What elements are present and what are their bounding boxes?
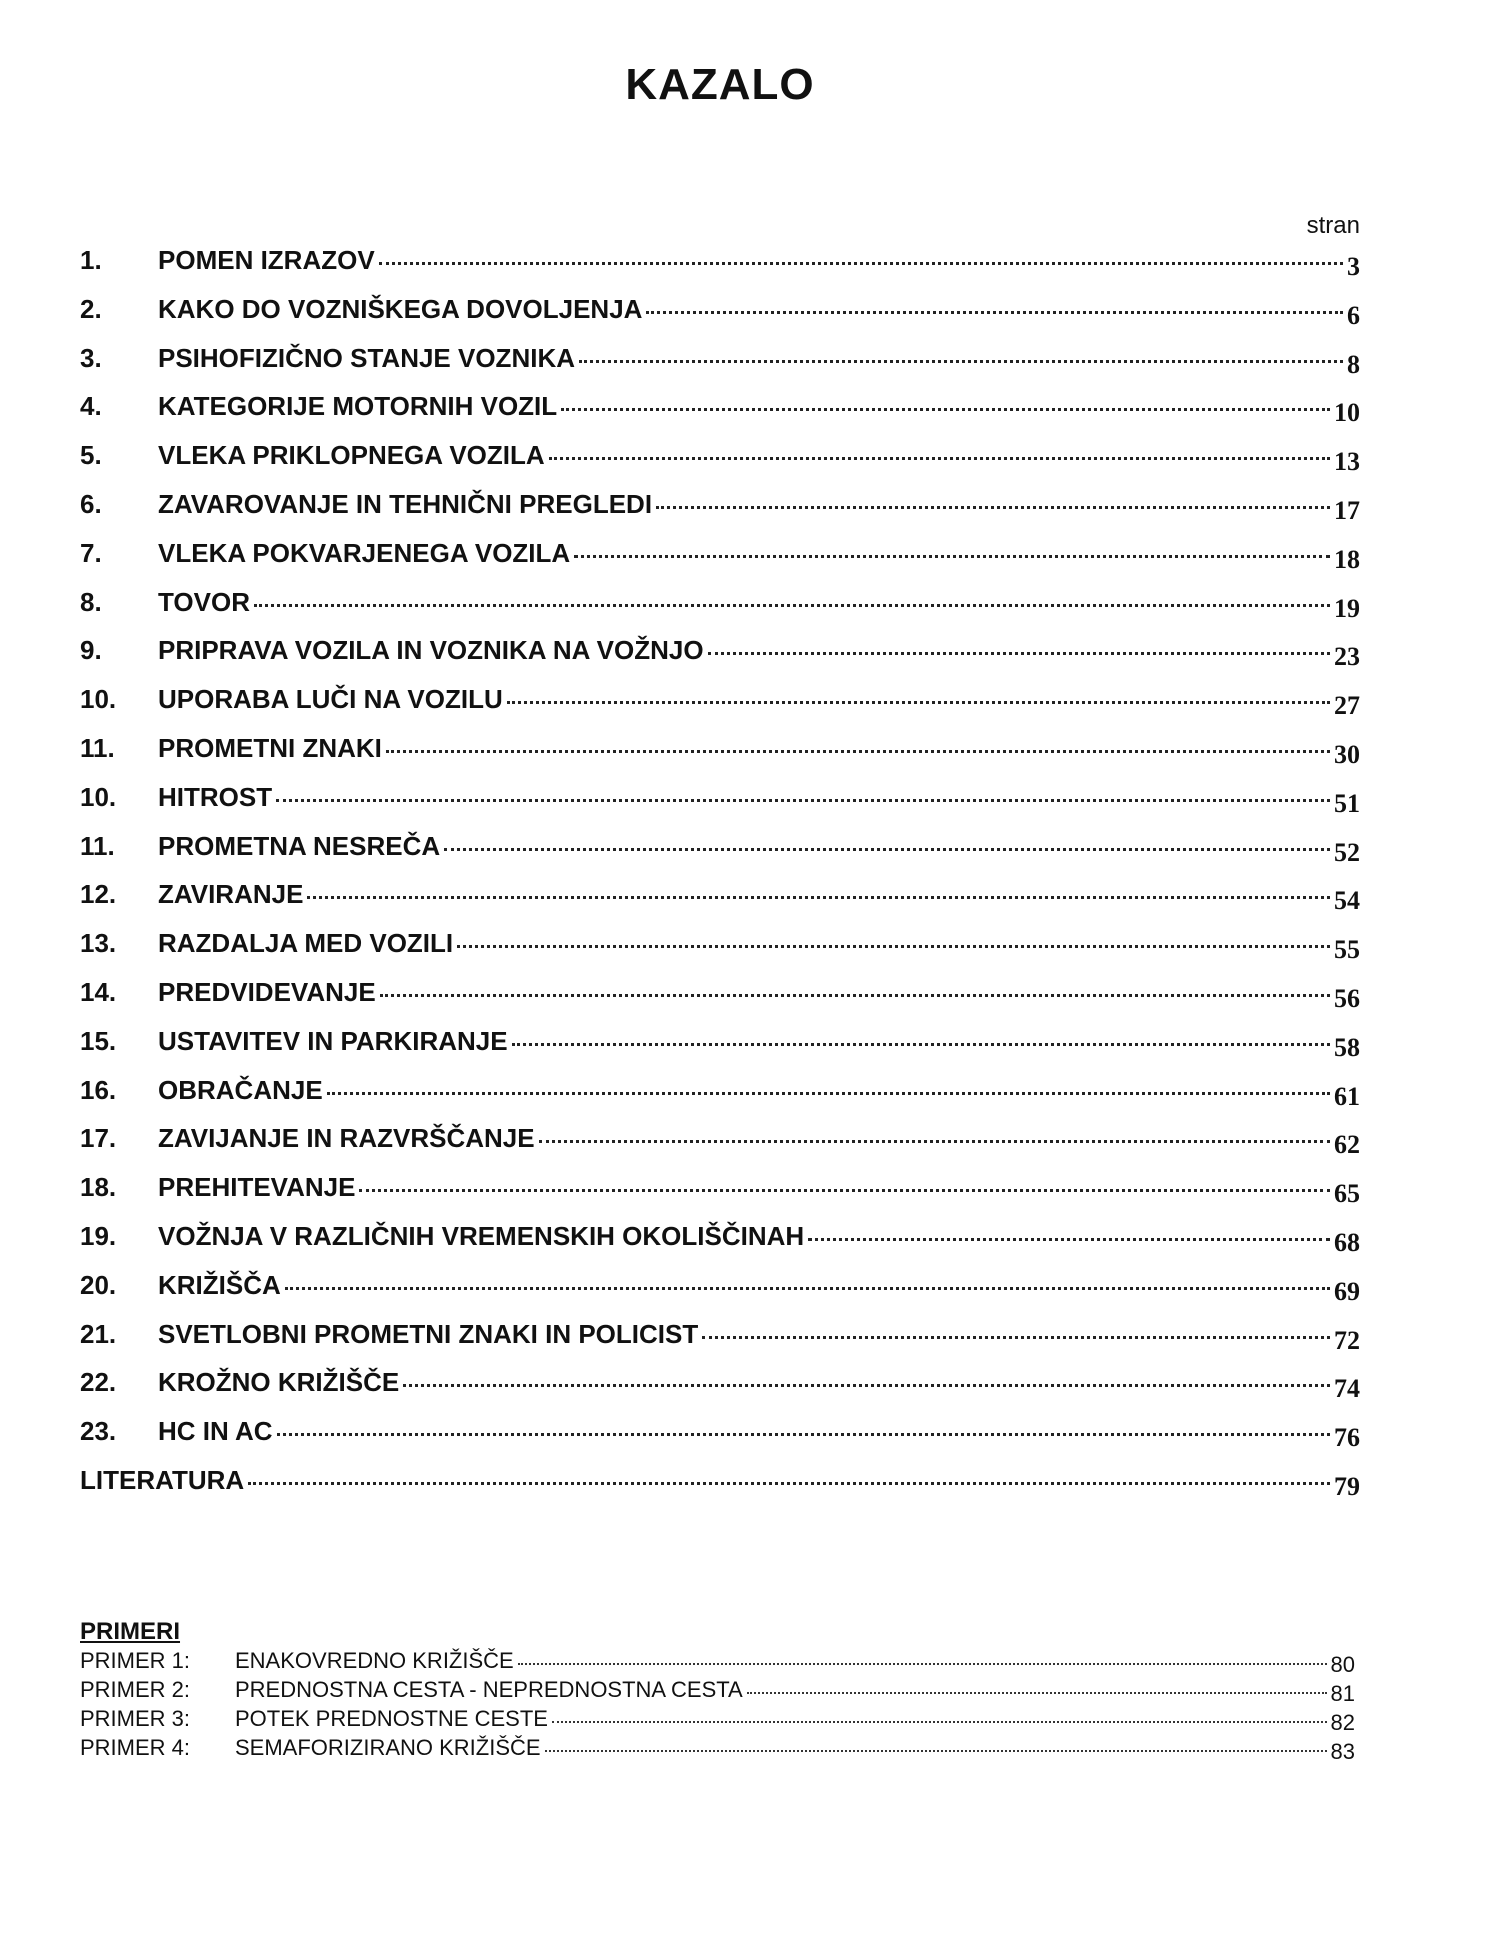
toc-entry-literatura[interactable] xyxy=(80,1465,1360,1514)
toc-entry[interactable] xyxy=(80,245,1360,294)
example-title: POTEK PREDNOSTNE CESTE xyxy=(235,1706,548,1731)
toc-title: ZAVIJANJE IN RAZVRŠČANJE xyxy=(158,1123,535,1154)
toc-title: OBRAČANJE xyxy=(158,1074,323,1105)
toc-number: 11. xyxy=(80,830,115,861)
example-label: PRIMER 4: xyxy=(80,1735,191,1760)
toc-page-number: 19 xyxy=(1334,593,1360,623)
toc-page-number: 61 xyxy=(1334,1081,1360,1111)
toc-title: PSIHOFIZIČNO STANJE VOZNIKA xyxy=(158,342,575,373)
toc-page-number: 52 xyxy=(1334,837,1360,867)
example-title: ENAKOVREDNO KRIŽIŠČE xyxy=(235,1648,514,1673)
toc-number: 2. xyxy=(80,293,102,324)
dot-leader xyxy=(552,1721,1327,1723)
toc-entry[interactable] xyxy=(80,733,1360,782)
toc-entry[interactable] xyxy=(80,587,1360,636)
toc-page-number: 55 xyxy=(1334,935,1360,965)
example-label: PRIMER 2: xyxy=(80,1677,191,1702)
examples-heading: PRIMERI xyxy=(80,1618,181,1645)
toc-page-number: 18 xyxy=(1334,544,1360,574)
dot-leader xyxy=(386,750,1330,753)
toc-entry[interactable] xyxy=(80,1270,1360,1319)
toc-page-number: 13 xyxy=(1334,447,1360,477)
toc-number: 20. xyxy=(80,1269,117,1300)
dot-leader xyxy=(808,1238,1330,1241)
toc-page-number: 69 xyxy=(1334,1276,1360,1306)
toc-number: 3. xyxy=(80,342,102,373)
dot-leader xyxy=(646,311,1343,314)
toc-entry[interactable] xyxy=(80,1172,1360,1221)
toc-entry[interactable] xyxy=(80,1123,1360,1172)
toc-page-number: 6 xyxy=(1347,300,1360,330)
toc-entry[interactable] xyxy=(80,684,1360,733)
dot-leader xyxy=(277,1433,1330,1436)
toc-title: PROMETNA NESREČA xyxy=(158,830,441,861)
dot-leader xyxy=(276,799,1330,802)
dot-leader xyxy=(285,1287,1330,1290)
dot-leader xyxy=(539,1140,1330,1143)
toc-entry[interactable] xyxy=(80,391,1360,440)
toc-page-number: 30 xyxy=(1334,739,1360,769)
toc-entry[interactable] xyxy=(80,1416,1360,1465)
dot-leader xyxy=(379,262,1343,265)
toc-page-number: 3 xyxy=(1347,252,1360,281)
toc-page-number: 54 xyxy=(1334,886,1360,916)
toc-page-number: 10 xyxy=(1334,398,1360,428)
toc-title: ZAVAROVANJE IN TEHNIČNI PREGLEDI xyxy=(158,488,653,519)
toc-title: ZAVIRANJE xyxy=(158,879,304,910)
toc-number: 22. xyxy=(80,1367,117,1398)
toc-title: KAKO DO VOZNIŠKEGA DOVOLJENJA xyxy=(158,293,643,324)
toc-number: 8. xyxy=(80,586,102,617)
toc-title: TOVOR xyxy=(158,586,250,617)
toc-title: VOŽNJA V RAZLIČNIH VREMENSKIH OKOLIŠČINAH xyxy=(158,1220,805,1251)
toc-title: VLEKA POKVARJENEGA VOZILA xyxy=(158,537,571,568)
toc-page-number: 68 xyxy=(1334,1227,1360,1257)
dot-leader xyxy=(254,604,1330,607)
toc-title: LITERATURA xyxy=(80,1464,245,1495)
toc-title: PREHITEVANJE xyxy=(158,1172,356,1203)
toc-number: 9. xyxy=(80,635,102,666)
toc-number: 17. xyxy=(80,1123,117,1154)
example-entry[interactable] xyxy=(80,1735,1355,1764)
toc-page-number: 72 xyxy=(1334,1325,1360,1355)
toc-number: 10. xyxy=(80,684,117,715)
example-entry[interactable] xyxy=(80,1677,1355,1706)
example-page-number: 80 xyxy=(1330,1652,1355,1677)
example-label: PRIMER 3: xyxy=(80,1706,191,1731)
toc-number: 15. xyxy=(80,1025,117,1056)
dot-leader xyxy=(708,652,1330,655)
toc-title: UPORABA LUČI NA VOZILU xyxy=(158,684,503,715)
example-page-number: 82 xyxy=(1330,1710,1355,1735)
toc-page-number: 76 xyxy=(1334,1423,1360,1453)
dot-leader xyxy=(457,945,1330,948)
toc-entry[interactable] xyxy=(80,343,1360,392)
example-label: PRIMER 1: xyxy=(80,1648,191,1673)
dot-leader xyxy=(403,1384,1330,1387)
example-page-number: 83 xyxy=(1330,1739,1355,1764)
toc-number: 10. xyxy=(80,781,117,812)
dot-leader xyxy=(561,408,1330,411)
toc-page-number: 8 xyxy=(1347,349,1360,379)
table-of-contents xyxy=(80,245,1360,1514)
toc-number: 19. xyxy=(80,1220,117,1251)
example-entry[interactable] xyxy=(80,1706,1355,1735)
toc-number: 11. xyxy=(80,732,115,763)
toc-page-number: 58 xyxy=(1334,1032,1360,1062)
toc-page-number: 23 xyxy=(1334,642,1360,672)
toc-page-number: 74 xyxy=(1334,1374,1360,1404)
toc-number: 16. xyxy=(80,1074,117,1105)
toc-number: 23. xyxy=(80,1416,117,1447)
dot-leader xyxy=(444,848,1330,851)
toc-title: VLEKA PRIKLOPNEGA VOZILA xyxy=(158,440,545,471)
toc-entry[interactable] xyxy=(80,440,1360,489)
toc-entry[interactable] xyxy=(80,1075,1360,1124)
toc-number: 7. xyxy=(80,537,102,568)
dot-leader xyxy=(747,1692,1327,1694)
dot-leader xyxy=(656,506,1330,509)
toc-title: KRIŽIŠČA xyxy=(158,1269,281,1300)
dot-leader xyxy=(518,1663,1327,1665)
toc-entry[interactable] xyxy=(80,538,1360,587)
examples-section xyxy=(80,1618,1355,1764)
toc-title: PREDVIDEVANJE xyxy=(158,976,376,1007)
toc-number: 4. xyxy=(80,391,102,422)
dot-leader xyxy=(248,1482,1330,1485)
toc-number: 21. xyxy=(80,1318,117,1349)
toc-page-number: 65 xyxy=(1334,1179,1360,1209)
dot-leader xyxy=(507,701,1330,704)
dot-leader xyxy=(574,555,1330,558)
toc-entry[interactable] xyxy=(80,831,1360,880)
toc-title: PROMETNI ZNAKI xyxy=(158,732,382,763)
toc-entry[interactable] xyxy=(80,1221,1360,1270)
toc-entry[interactable] xyxy=(80,294,1360,343)
page-column-label: stran xyxy=(1306,212,1360,239)
toc-entry[interactable] xyxy=(80,1026,1360,1075)
example-entry[interactable] xyxy=(80,1648,1355,1677)
toc-entry[interactable] xyxy=(80,977,1360,1026)
toc-title: RAZDALJA MED VOZILI xyxy=(158,928,454,959)
toc-title: POMEN IZRAZOV xyxy=(158,245,375,275)
dot-leader xyxy=(545,1750,1327,1752)
toc-entry[interactable] xyxy=(80,879,1360,928)
example-page-number: 81 xyxy=(1330,1681,1355,1706)
dot-leader xyxy=(359,1189,1330,1192)
toc-page-number: 56 xyxy=(1334,983,1360,1013)
toc-title: HC IN AC xyxy=(158,1416,273,1447)
toc-title: KROŽNO KRIŽIŠČE xyxy=(158,1367,400,1398)
toc-page-number: 27 xyxy=(1334,691,1360,721)
dot-leader xyxy=(380,994,1330,997)
toc-number: 18. xyxy=(80,1172,117,1203)
toc-page-number: 17 xyxy=(1334,495,1360,525)
toc-title: KATEGORIJE MOTORNIH VOZIL xyxy=(158,391,558,422)
toc-number: 12. xyxy=(80,879,117,910)
example-title: PREDNOSTNA CESTA - NEPREDNOSTNA CESTA xyxy=(235,1677,743,1702)
toc-title: USTAVITEV IN PARKIRANJE xyxy=(158,1025,508,1056)
toc-page-number: 79 xyxy=(1334,1471,1360,1501)
toc-entry[interactable] xyxy=(80,782,1360,831)
toc-number: 1. xyxy=(80,245,102,275)
toc-number: 14. xyxy=(80,976,117,1007)
toc-title: HITROST xyxy=(158,781,273,812)
toc-entry[interactable] xyxy=(80,928,1360,977)
dot-leader xyxy=(512,1043,1330,1046)
toc-page-number: 51 xyxy=(1334,788,1360,818)
page-title: KAZALO xyxy=(625,60,815,109)
toc-entry[interactable] xyxy=(80,489,1360,538)
toc-number: 13. xyxy=(80,928,117,959)
dot-leader xyxy=(579,360,1343,363)
toc-entry[interactable] xyxy=(80,1367,1360,1416)
toc-number: 6. xyxy=(80,488,102,519)
toc-number: 5. xyxy=(80,440,102,471)
dot-leader xyxy=(549,457,1330,460)
toc-entry[interactable] xyxy=(80,635,1360,684)
dot-leader xyxy=(327,1092,1330,1095)
toc-page-number: 62 xyxy=(1334,1130,1360,1160)
example-title: SEMAFORIZIRANO KRIŽIŠČE xyxy=(235,1735,541,1760)
toc-title: SVETLOBNI PROMETNI ZNAKI IN POLICIST xyxy=(158,1318,699,1349)
dot-leader xyxy=(702,1336,1330,1339)
toc-entry[interactable] xyxy=(80,1319,1360,1368)
toc-title: PRIPRAVA VOZILA IN VOZNIKA NA VOŽNJO xyxy=(158,635,704,666)
dot-leader xyxy=(307,896,1330,899)
